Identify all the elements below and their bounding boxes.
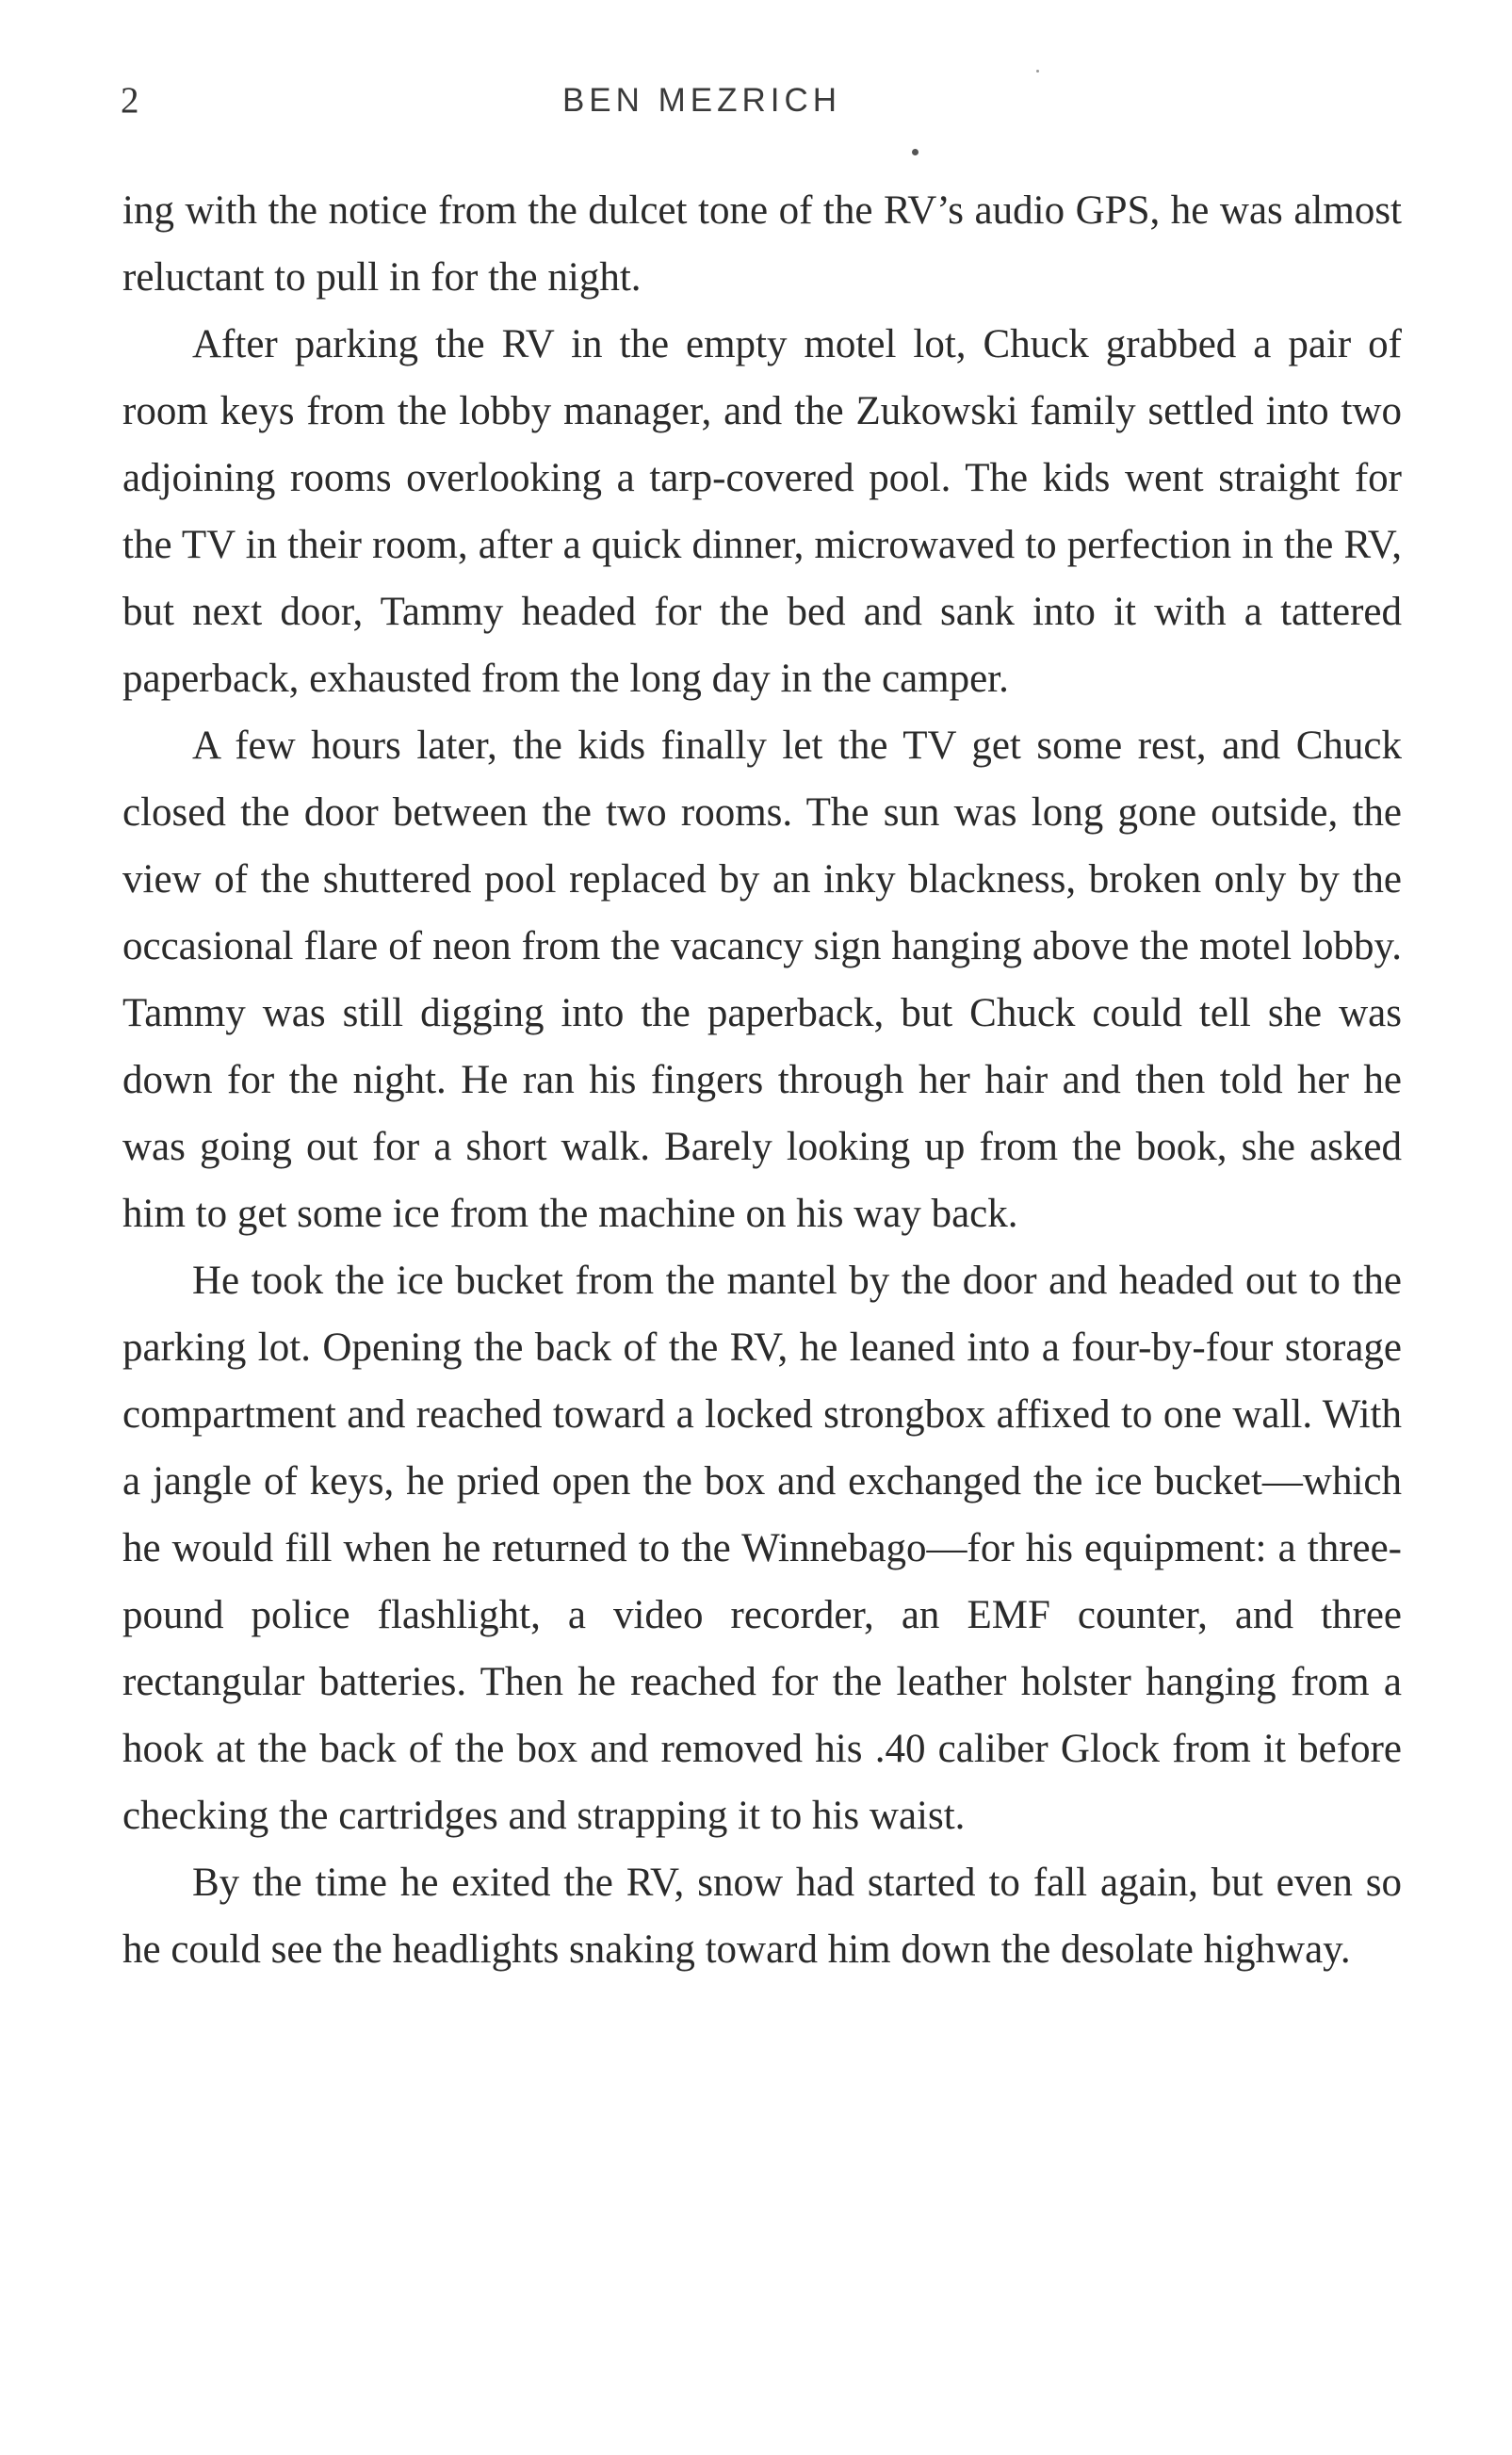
- running-head: BEN MEZRICH: [561, 82, 842, 119]
- paragraph: A few hours later, the kids finally let the TV get some rest, and Chuck closed the door between the two rooms. The sun was long gone outside, the view of the shuttered pool replaced by an inky blackness, broken only by the occasional flare of neon from the vacancy sign hanging above the motel lobby. Tammy was still digging into the paperback, but Chuck could tell she was down for the night. He ran his fingers through her hair and then told her he was going out for a short walk. Barely looking up from the book, she asked him to get some ice from the machine on his way back.: [122, 723, 1402, 1236]
- print-speck: [912, 149, 919, 155]
- print-speck: [1036, 70, 1039, 73]
- paragraph: ing with the notice from the dulcet tone of the RV’s audio GPS, he was almost reluctant to pull in for the night.: [122, 188, 1402, 300]
- paragraph: After parking the RV in the empty motel lot, Chuck grabbed a pair of room keys from the lobby manager, and the Zukowski family settled into two adjoining rooms overlooking a tarp-covered pool. The kids went straight for the TV in their room, after a quick dinner, microwaved to perfection in the RV, but next door, Tammy headed for the bed and sank into it with a tattered paperback, exhausted from the long day in the camper.: [122, 322, 1402, 701]
- body-text: [122, 177, 1402, 1983]
- paragraph: By the time he exited the RV, snow had started to fall again, but even so he could see the headlights snaking toward him down the desolate highway.: [122, 1861, 1402, 1972]
- paragraph: He took the ice bucket from the mantel by the door and headed out to the parking lot. Opening the back of the RV, he leaned into a four-by-four storage compartment and reached toward a locked strongbox affixed to one wall. With a jangle of keys, he pried open the box and exchanged the ice bucket—which he would fill when he returned to the Winnebago—for his equipment: a three-pound police flashlight, a video recorder, an EMF counter, and three rectangular batteries. Then he reached for the leather holster hanging from a hook at the back of the box and removed his .40 caliber Glock from it before checking the cartridges and strapping it to his waist.: [122, 1259, 1402, 1838]
- page-number: 2: [121, 80, 139, 121]
